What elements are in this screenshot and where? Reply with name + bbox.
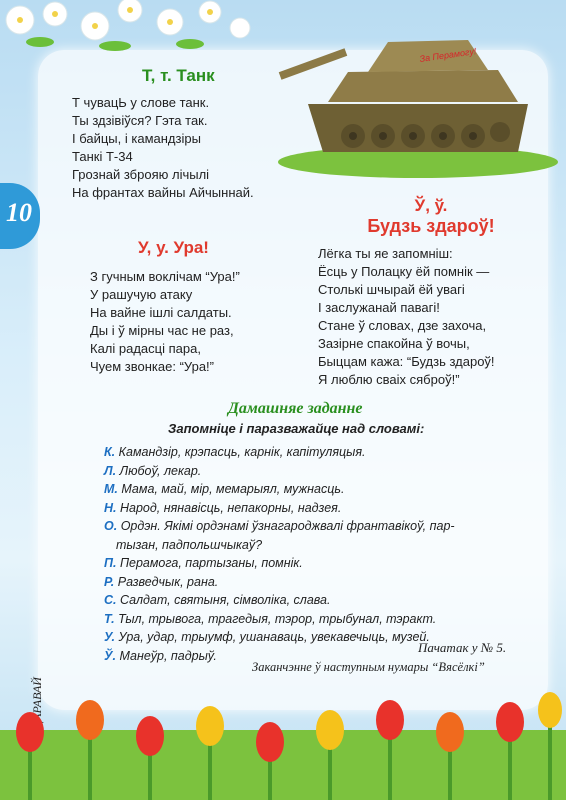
list-item: С. Салдат, святыня, сімволіка, слава.: [104, 593, 331, 607]
tulips-illustration: [0, 670, 566, 800]
continued-in-note: Заканчэнне ў наступным нумары “Вясёлкі”: [252, 660, 485, 674]
poem-line: Столькі шчырай ёй увагі: [318, 282, 465, 297]
tank-slogan: За Перамогу!: [418, 46, 477, 64]
list-item: О. Ордэн. Якімі ордэнамі ўзнагароджвалі франтавікоў, пар-: [104, 519, 455, 533]
list-item: П. Перамога, партызаны, помнік.: [104, 556, 303, 570]
list-item: М. Мама, май, мір, мемарыял, мужнасць.: [104, 482, 345, 496]
continued-from-note: Пачатак у № 5.: [418, 640, 507, 655]
tank-illustration: [268, 12, 558, 182]
poem-tank: [72, 66, 302, 202]
poem-line: Т чувацЬ у слове танк.: [72, 95, 210, 110]
poem-ura-title: У, у. Ура!: [138, 238, 209, 257]
list-item: Т. Тыл, трывога, трагедыя, тэрор, трыбунал, тэракт.: [104, 611, 437, 626]
poem-line: З гучным воклічам “Ура!”: [90, 269, 240, 284]
poem-line: І байцы, і камандзіры: [72, 131, 201, 146]
poem-line: Танкі Т-34: [72, 149, 133, 164]
list-item: К. Камандзір, крэпасць, карнік, капітуляцыя.: [104, 445, 366, 459]
poem-line: Калі радасці пара,: [90, 341, 201, 356]
poem-ura: [90, 238, 310, 376]
list-item: Р. Разведчык, рана.: [104, 574, 219, 589]
poem-budz-letter-title: Ў, ў.: [414, 196, 448, 215]
poem-line: Зазірне спакойна ў вочы,: [318, 336, 470, 351]
poem-line: На вайне ішлі салдаты.: [90, 305, 232, 320]
list-item: Л. Любоў, лекар.: [104, 463, 202, 478]
poem-budz-zdarou: [318, 196, 544, 389]
poem-line: На франтах вайны Айчыннай.: [72, 185, 254, 200]
homework-title: Дамашняе заданне: [228, 400, 363, 417]
poem-line: І заслужанай павагі!: [318, 300, 440, 315]
poem-line: Ты здзівіўся? Гэта так.: [72, 113, 208, 128]
poem-line: Грознай зброяю лічылі: [72, 167, 210, 182]
poem-line: Быццам кажа: “Будзь здароў!: [318, 354, 495, 369]
list-item: Ў. Манеўр, падрыў.: [104, 648, 217, 663]
poem-line: Стане ў словах, дзе захоча,: [318, 318, 487, 333]
poem-budz-title: Будзь здароў!: [367, 216, 495, 236]
page-number: 10: [6, 198, 32, 227]
poem-line: Ёсць у Полацку ёй помнік —: [318, 264, 490, 279]
homework-instruction: Запомніце і паразважайце над словамі:: [168, 421, 425, 436]
list-item: У. Ура, удар, трыумф, ушанаваць, увекавечыць, музей.: [104, 630, 430, 644]
white-flowers-illustration: [0, 0, 260, 70]
poem-line: Я люблю сваіх сяброў!”: [318, 372, 460, 387]
poem-line: Чуем звонкае: “Ура!”: [90, 359, 214, 374]
poem-line: Ды і ў мірны час не раз,: [90, 323, 234, 338]
list-item-continuation: тызан, падпольшчыкаў?: [116, 537, 263, 552]
poem-line: У рашучую атаку: [90, 287, 193, 302]
poem-tank-title: Т, т. Танк: [142, 66, 215, 85]
homework-list: [104, 443, 544, 665]
list-item: Н. Народ, нянавісць, непакорны, надзея.: [104, 500, 342, 515]
poem-line: Лёгка ты яе запомніш:: [318, 246, 453, 261]
